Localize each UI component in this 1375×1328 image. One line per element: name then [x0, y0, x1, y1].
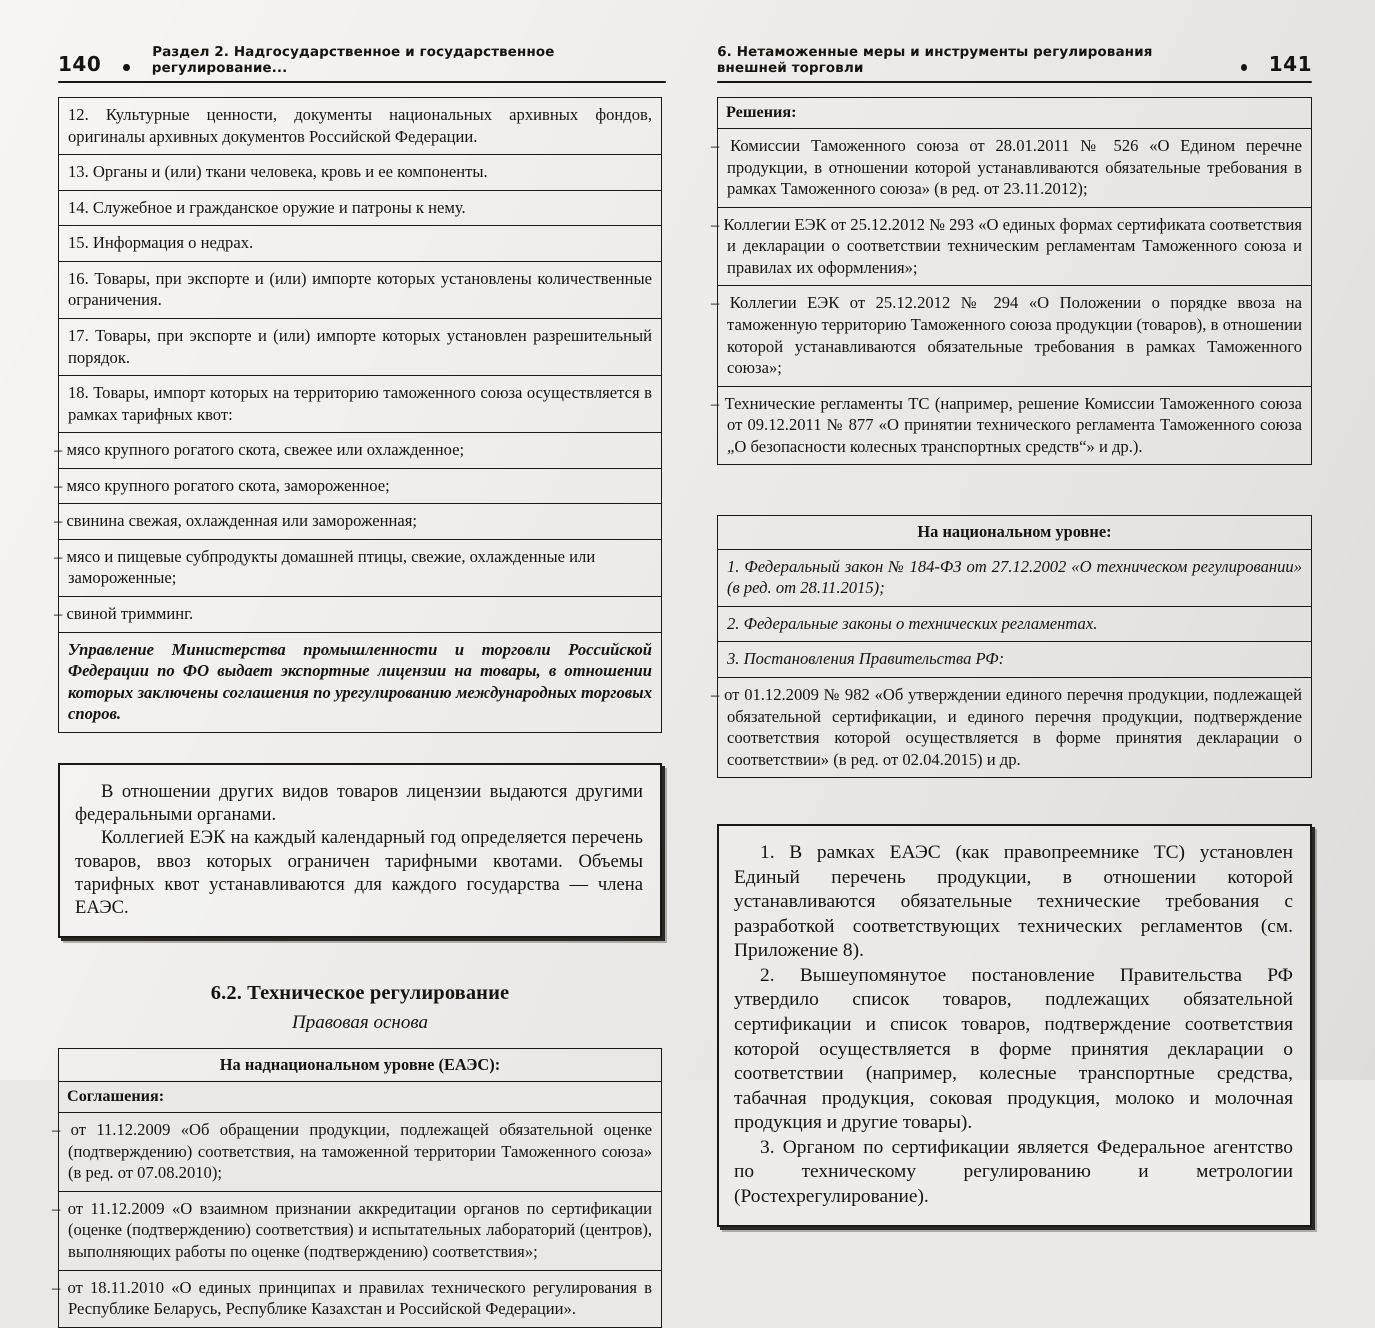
table-row: 14. Служебное и гражданское оружие и патроны к нему.: [59, 191, 661, 227]
right-folio: 141: [1268, 52, 1312, 76]
table-row: – Коллегии ЕЭК от 25.12.2012 № 293 «О единых формах сертификата соответствия и декларации о соответствии техническим регламентам Таможенного союза и правилах их оформления»;: [718, 208, 1311, 287]
table-subheader: Решения:: [718, 98, 1311, 129]
left-page: [0, 0, 687, 1319]
table-header: На наднациональном уровне (ЕАЭС):: [59, 1049, 661, 1082]
callout-paragraph: 3. Органом по сертификации является Федеральное агентство по техническому регулированию и метрологии (Ростехрегулирование).: [734, 1136, 1293, 1207]
right-page: [687, 0, 1375, 1207]
table-row: – мясо крупного рогатого скота, свежее или охлажденное;: [59, 433, 661, 469]
right-running-head: [717, 42, 1312, 76]
restricted-goods-table: [54, 97, 662, 733]
table-row: – Технические регламенты ТС (например, решение Комиссии Таможенного союза от 09.12.2011 № 877 «О принятии технического регламента Таможенного союза „О безопасности колесных транспортных средств“» и др.).: [711, 393, 1302, 456]
bullet-dot-icon: [123, 64, 130, 71]
callout-paragraph: Коллегией ЕЭК на каждый календарный год определяется перечень товаров, ввоз которых ограничен тарифными квотами. Объемы тарифных квот устанавливаются для каждого государства — члена ЕАЭС.: [75, 827, 643, 919]
left-folio: 140: [58, 52, 102, 76]
table-row: 1. Федеральный закон № 184-ФЗ от 27.12.2002 «О техническом регулировании» (в ред. от 28.11.2015);: [718, 550, 1311, 607]
table-header: На национальном уровне:: [718, 516, 1311, 549]
callout-paragraph: 1. В рамках ЕАЭС (как правопреемнике ТС) установлен Единый перечень продукции, в отношении которой устанавливаются обязательные технические требования с разработкой соответствующих технических регламентов (см. Приложение 8).: [734, 842, 1293, 962]
table-row: – свинина свежая, охлажденная или замороженная;: [59, 504, 661, 540]
table-row: – свиной тримминг.: [59, 597, 661, 633]
table-row: – от 01.12.2009 № 982 «Об утверждении единого перечня продукции, подлежащей обязательной сертификации, и единого перечня продукции, подтверждение соответствия которой осуществляется в форме принятия декларации о соответствии» (в ред. от 02.04.2015) и др.: [711, 684, 1302, 769]
right-running-title: 6. Нетаможенные меры и инструменты регулирования внешней торговли: [716, 44, 1153, 76]
table-row: 13. Органы и (или) ткани человека, кровь и ее компоненты.: [59, 155, 661, 191]
table-row: 2. Федеральные законы о технических регламентах.: [718, 607, 1311, 643]
table-row: 15. Информация о недрах.: [59, 226, 661, 262]
supranational-level-table: [52, 1048, 662, 1328]
table-row: – Комиссии Таможенного союза от 28.01.2011 № 526 «О Едином перечне продукции, в отношении которой устанавливаются обязательные требования в рамках Таможенного союза» (в ред. от 23.11.2012);: [718, 129, 1311, 208]
right-callout-box: [717, 824, 1312, 1227]
table-row: 3. Постановления Правительства РФ:: [718, 642, 1311, 678]
table-row: – Коллегии ЕЭК от 25.12.2012 № 294 «О Положении о порядке ввоза на таможенную территорию Таможенного союза продукции (товаров), в отношении которой устанавливаются обязательные требования в рамках Таможенного союза»;: [718, 286, 1311, 386]
left-running-head: [58, 42, 662, 76]
section-subheading: Правовая основа: [292, 1011, 428, 1033]
table-row: 16. Товары, при экспорте и (или) импорте которых установлены количественные ограничения.: [59, 262, 661, 319]
section-heading: 6.2. Техническое регулирование: [210, 981, 510, 1004]
table-row: 17. Товары, при экспорте и (или) импорте которых установлен разрешительный порядок.: [59, 319, 661, 376]
bullet-dot-icon: [1241, 64, 1247, 71]
callout-paragraph: В отношении других видов товаров лицензии выдаются другими федеральными органами.: [75, 780, 643, 826]
table-row: 12. Культурные ценности, документы национальных архивных фондов, оригиналы архивных документов Российской Федерации.: [59, 98, 661, 155]
table-gap: [717, 465, 1312, 501]
left-callout-box: [58, 763, 662, 938]
table-row: – от 11.12.2009 «Об обращении продукции, подлежащей обязательной оценке (подтверждению) соответствия, на таможенной территории Таможенного союза» (в ред. от 07.08.2010);: [59, 1113, 661, 1192]
ministry-note-row: Управление Министерства промышленности и торговли Российской Федерации по ФО выдает экспортные лицензии на товары, в отношении которых заключены соглашения по урегулированию международных торговых споров.: [68, 639, 652, 724]
left-running-title: Раздел 2. Надгосударственное и государственное регулирование...: [151, 44, 555, 76]
decisions-table: [711, 97, 1312, 465]
table-row: – от 18.11.2010 «О единых принципах и правилах технического регулирования в Республике Беларусь, Республике Казахстан и Российской Федерации».: [52, 1277, 652, 1319]
table-row: – от 11.12.2009 «О взаимном признании аккредитации органов по сертификации (оценке (подтверждению) соответствия) и испытательных лабораторий (центров), выполняющих работы по оценке (подтверждению) соответствия»;: [59, 1192, 661, 1271]
table-row: 18. Товары, импорт которых на территорию таможенного союза осуществляется в рамках тарифных квот:: [59, 376, 661, 433]
table-row: – мясо и пищевые субпродукты домашней птицы, свежие, охлажденные или замороженные;: [59, 540, 661, 597]
callout-paragraph: 2. Вышеупомянутое постановление Правительства РФ утвердило список товаров, подлежащих обязательной сертификации и список товаров, подтверждение соответствия которой осуществляется в форме принятия декларации о соответствии (например, колесные транспортные средства, табачная продукция, соковая продукция, молоко и молочная продукция и другие товары).: [734, 964, 1293, 1134]
national-level-table: [711, 515, 1312, 778]
left-header-rule: [58, 81, 666, 83]
right-header-rule: [717, 81, 1312, 83]
table-row: – мясо крупного рогатого скота, замороженное;: [59, 469, 661, 505]
table-subheader: Соглашения:: [59, 1082, 661, 1113]
